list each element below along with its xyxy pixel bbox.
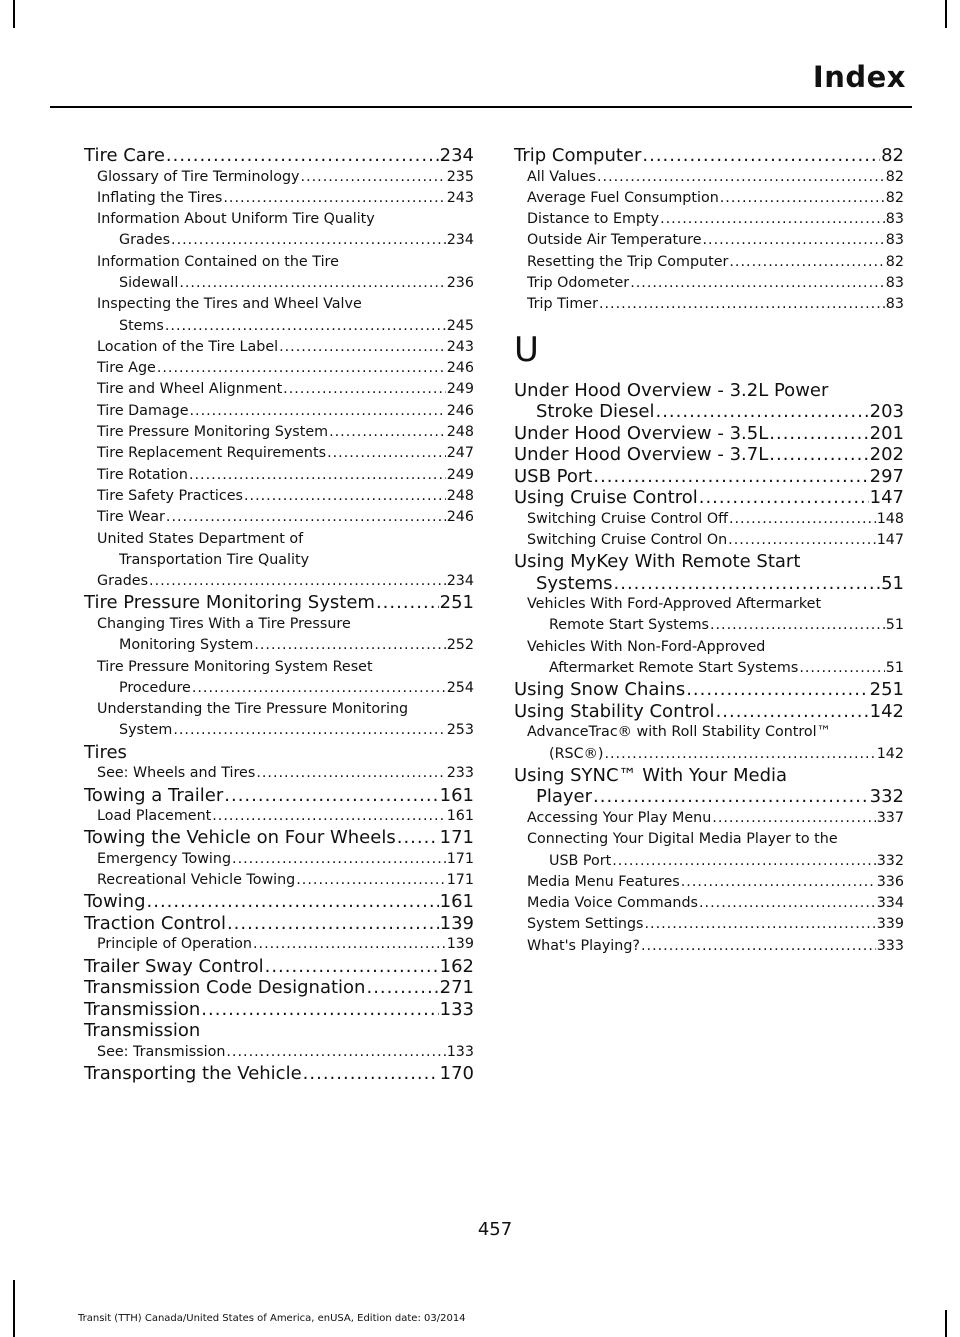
index-entry-text: All Values bbox=[527, 168, 596, 185]
index-entry-text: Tire Rotation bbox=[97, 466, 188, 483]
index-page-ref[interactable]: 246 bbox=[446, 402, 474, 419]
index-main-entry bbox=[84, 891, 474, 913]
index-entry-text: Transporting the Vehicle bbox=[84, 1063, 302, 1084]
index-page-ref[interactable]: 83 bbox=[885, 296, 904, 313]
dot-leader bbox=[166, 507, 446, 528]
dot-leader bbox=[397, 827, 439, 849]
index-page-ref[interactable]: 252 bbox=[446, 637, 474, 654]
dot-leader bbox=[366, 977, 438, 999]
index-entry-text: Glossary of Tire Terminology bbox=[97, 168, 300, 185]
index-page-ref[interactable]: 82 bbox=[885, 189, 904, 206]
crop-mark-top-left bbox=[13, 0, 15, 28]
dot-leader bbox=[244, 486, 446, 507]
dot-leader bbox=[189, 465, 446, 486]
index-entry-text: Inspecting the Tires and Wheel Valve bbox=[97, 296, 362, 313]
index-page-ref[interactable]: 202 bbox=[869, 444, 904, 466]
index-page-ref[interactable]: 51 bbox=[881, 572, 904, 594]
index-sub-entry bbox=[84, 337, 474, 358]
index-entry-text: Outside Air Temperature bbox=[527, 232, 702, 249]
dot-leader bbox=[703, 230, 885, 251]
index-sub-entry bbox=[514, 851, 904, 872]
crop-mark-bottom-left bbox=[13, 1280, 15, 1337]
index-entry-text: USB Port bbox=[549, 852, 612, 869]
index-entry-text: Load Placement bbox=[97, 808, 212, 825]
dot-leader bbox=[201, 999, 438, 1021]
index-entry-text: Tire Care bbox=[84, 145, 165, 166]
index-sub-entry bbox=[514, 893, 904, 914]
index-sub-entry bbox=[514, 167, 904, 188]
dot-leader bbox=[599, 294, 885, 315]
index-entry-text: Switching Cruise Control On bbox=[527, 531, 728, 548]
dot-leader bbox=[173, 720, 445, 741]
index-main-entry bbox=[84, 145, 474, 167]
index-entry-text: System Settings bbox=[527, 916, 644, 933]
index-page-ref[interactable]: 133 bbox=[439, 998, 474, 1020]
index-page-ref[interactable]: 171 bbox=[439, 827, 474, 849]
index-main-entry bbox=[514, 466, 904, 488]
index-main-entry bbox=[514, 786, 904, 808]
index-sub-entry bbox=[84, 1042, 474, 1063]
index-page-ref[interactable]: 171 bbox=[446, 872, 474, 889]
index-entry-text: Distance to Empty bbox=[527, 211, 660, 228]
index-sub-entry bbox=[514, 530, 904, 551]
index-page-ref[interactable]: 82 bbox=[881, 145, 904, 166]
index-page-ref[interactable]: 245 bbox=[446, 317, 474, 334]
index-sub-entry bbox=[84, 507, 474, 528]
index-sub-entry bbox=[84, 635, 474, 656]
index-page-ref[interactable]: 337 bbox=[876, 809, 904, 826]
index-page-ref[interactable]: 201 bbox=[869, 422, 904, 444]
index-entry-text: Trip Odometer bbox=[527, 274, 630, 291]
index-main-entry bbox=[84, 956, 474, 978]
index-page-ref[interactable]: 235 bbox=[446, 168, 474, 185]
index-page-ref[interactable]: 139 bbox=[439, 912, 474, 934]
index-page-ref[interactable]: 147 bbox=[869, 487, 904, 509]
index-entry-text: Recreational Vehicle Towing bbox=[97, 872, 296, 889]
index-entry-text: Transmission bbox=[84, 998, 201, 1020]
index-main-entry bbox=[514, 487, 904, 509]
dot-leader bbox=[655, 401, 868, 423]
index-sub-entry bbox=[84, 358, 474, 379]
dot-leader bbox=[157, 358, 446, 379]
index-page-ref[interactable]: 271 bbox=[439, 977, 474, 999]
index-page-ref[interactable]: 248 bbox=[446, 424, 474, 441]
index-entry-text: Towing bbox=[84, 891, 146, 913]
index-entry-text: Inflating the Tires bbox=[97, 189, 223, 206]
index-entry-text: Using Stability Control bbox=[514, 700, 715, 722]
index-page-ref[interactable]: 253 bbox=[446, 722, 474, 739]
index-entry-text: Understanding the Tire Pressure Monitoring bbox=[97, 701, 409, 718]
dot-leader bbox=[327, 443, 446, 464]
index-entry-text: Location of the Tire Label bbox=[97, 338, 279, 355]
index-page-ref[interactable]: 161 bbox=[446, 808, 474, 825]
dot-leader bbox=[256, 763, 445, 784]
index-sub-entry bbox=[84, 678, 474, 699]
index-entry-text: See: Transmission bbox=[97, 1043, 226, 1060]
index-sub-entry bbox=[84, 870, 474, 891]
index-entry-text: United States Department of bbox=[97, 530, 304, 547]
index-entry-text: Using Snow Chains bbox=[514, 679, 686, 701]
index-page-ref[interactable]: 142 bbox=[876, 745, 904, 762]
index-page-ref[interactable]: 82 bbox=[885, 253, 904, 270]
index-entry-text: Switching Cruise Control Off bbox=[527, 510, 728, 527]
header-rule bbox=[50, 106, 912, 108]
index-main-entry bbox=[514, 423, 904, 445]
dot-leader bbox=[681, 872, 876, 893]
index-entry-text: Tire Damage bbox=[97, 402, 189, 419]
dot-leader bbox=[303, 1063, 439, 1085]
dot-leader bbox=[614, 573, 881, 595]
dot-leader bbox=[165, 316, 446, 337]
index-page-ref[interactable]: 161 bbox=[439, 891, 474, 913]
index-entry-text: Tire and Wheel Alignment bbox=[97, 381, 283, 398]
index-page-ref[interactable]: 247 bbox=[446, 445, 474, 462]
page-title: Index bbox=[812, 60, 906, 94]
dot-leader bbox=[212, 806, 445, 827]
index-sub-entry bbox=[84, 806, 474, 827]
page-number: 457 bbox=[477, 1219, 513, 1240]
dot-leader bbox=[147, 891, 439, 913]
index-page-ref[interactable]: 243 bbox=[446, 189, 474, 206]
dot-leader bbox=[232, 849, 446, 870]
index-page-ref[interactable]: 336 bbox=[876, 873, 904, 890]
index-entry-text: Information About Uniform Tire Quality bbox=[97, 211, 375, 228]
index-entry-text: Using SYNC™ With Your Media bbox=[514, 764, 788, 786]
index-entry-text: Stems bbox=[119, 317, 164, 334]
index-main-entry bbox=[84, 827, 474, 849]
dot-leader bbox=[166, 145, 439, 167]
index-column-left bbox=[84, 145, 474, 1085]
index-entry-text: Transmission bbox=[84, 1020, 201, 1042]
index-page-ref[interactable]: 339 bbox=[876, 916, 904, 933]
index-page-ref[interactable]: 236 bbox=[446, 274, 474, 291]
index-sub-entry bbox=[514, 509, 904, 530]
dot-leader bbox=[226, 1042, 445, 1063]
index-entry-text: Towing a Trailer bbox=[84, 784, 224, 806]
index-page-ref[interactable]: 248 bbox=[446, 487, 474, 504]
dot-leader bbox=[612, 851, 875, 872]
index-main-entry bbox=[84, 999, 474, 1021]
dot-leader bbox=[729, 509, 876, 530]
index-sub-entry bbox=[84, 167, 474, 188]
dot-leader bbox=[660, 209, 885, 230]
index-entry-text: Trailer Sway Control bbox=[84, 955, 264, 977]
dot-leader bbox=[769, 423, 868, 445]
index-page-ref[interactable]: 142 bbox=[869, 700, 904, 722]
index-entry-text: Principle of Operation bbox=[97, 936, 252, 953]
index-page-ref[interactable]: 251 bbox=[869, 679, 904, 701]
dot-leader bbox=[227, 913, 439, 935]
index-entry-text: Transmission Code Designation bbox=[84, 977, 366, 999]
index-main-entry bbox=[84, 785, 474, 807]
index-entry-text: Transportation Tire Quality bbox=[119, 551, 310, 568]
index-sub-entry bbox=[84, 465, 474, 486]
index-sub-entry bbox=[84, 422, 474, 443]
index-page-ref[interactable]: 83 bbox=[885, 211, 904, 228]
index-main-entry bbox=[514, 701, 904, 723]
index-entry-text: USB Port bbox=[514, 465, 593, 487]
index-entry-text: Tire Pressure Monitoring System Reset bbox=[97, 658, 373, 675]
index-main-entry bbox=[84, 977, 474, 999]
index-sub-entry bbox=[84, 720, 474, 741]
dot-leader bbox=[728, 530, 876, 551]
index-entry-text: Trip Timer bbox=[527, 296, 598, 313]
index-entry-text: Remote Start Systems bbox=[549, 617, 709, 634]
index-page-ref[interactable]: 249 bbox=[446, 381, 474, 398]
dot-leader bbox=[716, 701, 869, 723]
index-sub-entry bbox=[514, 936, 904, 957]
index-entry-text: Tire Pressure Monitoring System bbox=[84, 592, 375, 614]
index-sub-entry bbox=[84, 571, 474, 592]
index-entry-text: Average Fuel Consumption bbox=[527, 189, 719, 206]
index-page-ref[interactable]: 234 bbox=[446, 573, 474, 590]
index-entry-text: Tire Wear bbox=[97, 509, 165, 526]
index-entry-text: Traction Control bbox=[84, 912, 226, 934]
index-main-entry bbox=[514, 573, 904, 595]
crop-mark-top-right bbox=[945, 0, 947, 28]
index-entry-text: Under Hood Overview - 3.2L Power bbox=[514, 379, 829, 401]
index-sub-entry bbox=[84, 486, 474, 507]
index-entry-text: Tire Age bbox=[97, 360, 156, 377]
dot-leader bbox=[224, 785, 438, 807]
index-main-entry bbox=[514, 679, 904, 701]
index-page-ref[interactable]: 233 bbox=[446, 765, 474, 782]
index-page-ref[interactable]: 83 bbox=[885, 232, 904, 249]
dot-leader bbox=[283, 379, 446, 400]
index-sub-entry bbox=[84, 379, 474, 400]
index-page-ref[interactable]: 332 bbox=[876, 852, 904, 869]
dot-leader bbox=[253, 934, 446, 955]
index-page-ref[interactable]: 51 bbox=[885, 660, 904, 677]
dot-leader bbox=[265, 956, 439, 978]
index-entry-text: Procedure bbox=[119, 679, 191, 696]
index-page-ref[interactable]: 333 bbox=[876, 937, 904, 954]
index-page-ref[interactable]: 243 bbox=[446, 338, 474, 355]
index-entry-text: Under Hood Overview - 3.5L bbox=[514, 422, 769, 444]
dot-leader bbox=[712, 808, 875, 829]
index-sub-entry bbox=[84, 934, 474, 955]
index-entry-text: Emergency Towing bbox=[97, 850, 232, 867]
index-page-ref[interactable]: 203 bbox=[869, 401, 904, 423]
index-page-ref[interactable]: 170 bbox=[439, 1063, 474, 1084]
index-page-ref[interactable]: 171 bbox=[446, 850, 474, 867]
dot-leader bbox=[710, 615, 885, 636]
dot-leader bbox=[179, 273, 445, 294]
index-sub-entry bbox=[514, 230, 904, 251]
index-sub-entry bbox=[514, 209, 904, 230]
dot-leader bbox=[301, 167, 446, 188]
index-main-entry bbox=[84, 592, 474, 614]
index-entry-text: Grades bbox=[119, 232, 171, 249]
dot-leader bbox=[642, 145, 880, 167]
index-page-ref[interactable]: 246 bbox=[446, 509, 474, 526]
index-entry-text: Media Voice Commands bbox=[527, 895, 699, 912]
index-entry-text: Tire Pressure Monitoring System bbox=[97, 424, 329, 441]
dot-leader bbox=[645, 914, 876, 935]
index-page-ref[interactable]: 234 bbox=[446, 232, 474, 249]
dot-leader bbox=[604, 744, 875, 765]
index-page-ref[interactable]: 249 bbox=[446, 466, 474, 483]
index-sub-entry bbox=[514, 273, 904, 294]
index-entry-text: Connecting Your Digital Media Player to the bbox=[527, 831, 838, 848]
index-entry-text: Resetting the Trip Computer bbox=[527, 253, 729, 270]
dot-leader bbox=[729, 252, 884, 273]
index-main-entry bbox=[514, 444, 904, 466]
index-letter-heading: U bbox=[514, 329, 539, 370]
dot-leader bbox=[376, 592, 439, 614]
index-entry-text: AdvanceTrac® with Roll Stability Control™ bbox=[527, 724, 831, 741]
index-entry-text: Under Hood Overview - 3.7L bbox=[514, 444, 769, 466]
index-sub-entry bbox=[514, 294, 904, 315]
index-entry-text: Information Contained on the Tire bbox=[97, 253, 339, 270]
index-entry-text: Tires bbox=[84, 741, 127, 763]
index-page-ref[interactable]: 161 bbox=[439, 784, 474, 806]
index-entry-text: Trip Computer bbox=[514, 145, 642, 166]
crop-mark-bottom-right bbox=[945, 1310, 947, 1337]
index-entry-text: Monitoring System bbox=[119, 637, 254, 654]
index-entry-text: Player bbox=[536, 786, 593, 808]
index-entry-text: Changing Tires With a Tire Pressure bbox=[97, 615, 351, 632]
index-main-entry bbox=[84, 1063, 474, 1085]
index-entry-text: Accessing Your Play Menu bbox=[527, 809, 712, 826]
dot-leader bbox=[192, 678, 446, 699]
index-entry-text: Media Menu Features bbox=[527, 873, 680, 890]
index-page-ref[interactable]: 139 bbox=[446, 936, 474, 953]
index-sub-entry bbox=[84, 849, 474, 870]
index-page-ref[interactable]: 51 bbox=[885, 617, 904, 634]
index-entry-text: Grades bbox=[97, 573, 149, 590]
index-page-ref[interactable]: 162 bbox=[439, 955, 474, 977]
index-entry-text: Systems bbox=[536, 572, 613, 594]
index-sub-entry bbox=[84, 401, 474, 422]
index-entry-text: What's Playing? bbox=[527, 937, 640, 954]
dot-leader bbox=[720, 188, 885, 209]
index-page-ref[interactable]: 83 bbox=[885, 274, 904, 291]
index-sub-entry bbox=[84, 443, 474, 464]
dot-leader bbox=[223, 188, 445, 209]
index-entry-text: System bbox=[119, 722, 173, 739]
index-page-ref[interactable]: 148 bbox=[876, 510, 904, 527]
dot-leader bbox=[171, 230, 446, 251]
dot-leader bbox=[254, 635, 445, 656]
index-sub-entry bbox=[84, 763, 474, 784]
index-page-ref[interactable]: 254 bbox=[446, 679, 474, 696]
index-entry-text: Using MyKey With Remote Start bbox=[514, 551, 801, 573]
index-main-entry bbox=[514, 401, 904, 423]
index-sub-entry bbox=[514, 914, 904, 935]
index-entry-text: Stroke Diesel bbox=[536, 401, 655, 423]
index-page-ref[interactable]: 251 bbox=[439, 592, 474, 614]
index-page-ref[interactable]: 246 bbox=[446, 360, 474, 377]
footer-edition: Transit (TTH) Canada/United States of America, enUSA, Edition date: 03/2014 bbox=[78, 1313, 466, 1324]
dot-leader bbox=[329, 422, 446, 443]
index-entry-text: Tire Safety Practices bbox=[97, 487, 243, 504]
index-page-ref[interactable]: 82 bbox=[885, 168, 904, 185]
index-sub-entry bbox=[84, 230, 474, 251]
index-sub-entry bbox=[514, 188, 904, 209]
dot-leader bbox=[296, 870, 445, 891]
index-main-entry bbox=[514, 145, 904, 167]
dot-leader bbox=[769, 444, 868, 466]
index-page-ref[interactable]: 147 bbox=[876, 531, 904, 548]
dot-leader bbox=[279, 337, 446, 358]
index-page-ref[interactable]: 334 bbox=[876, 895, 904, 912]
index-sub-entry bbox=[84, 188, 474, 209]
index-sub-entry bbox=[514, 744, 904, 765]
index-entry-text: Tire Replacement Requirements bbox=[97, 445, 327, 462]
index-entry-text: Aftermarket Remote Start Systems bbox=[549, 660, 799, 677]
index-main-entry bbox=[84, 913, 474, 935]
dot-leader bbox=[190, 401, 446, 422]
index-entry-text: Vehicles With Ford-Approved Aftermarket bbox=[527, 596, 822, 613]
dot-leader bbox=[641, 936, 876, 957]
index-sub-entry bbox=[514, 615, 904, 636]
index-sub-entry bbox=[514, 872, 904, 893]
dot-leader bbox=[686, 679, 868, 701]
index-entry-text: Towing the Vehicle on Four Wheels bbox=[84, 827, 396, 849]
index-sub-entry bbox=[514, 658, 904, 679]
index-entry-text: (RSC®) bbox=[549, 745, 604, 762]
index-entry-text: Using Cruise Control bbox=[514, 487, 698, 509]
index-sub-entry bbox=[84, 273, 474, 294]
index-column-right bbox=[514, 145, 904, 957]
index-sub-entry bbox=[514, 252, 904, 273]
index-sub-entry bbox=[514, 808, 904, 829]
index-entry-text: Sidewall bbox=[119, 274, 179, 291]
dot-leader bbox=[149, 571, 446, 592]
dot-leader bbox=[630, 273, 885, 294]
index-page-ref[interactable]: 332 bbox=[869, 786, 904, 808]
dot-leader bbox=[799, 658, 884, 679]
dot-leader bbox=[593, 466, 868, 488]
dot-leader bbox=[597, 167, 885, 188]
dot-leader bbox=[699, 487, 869, 509]
index-entry-text: Vehicles With Non-Ford-Approved bbox=[527, 638, 766, 655]
index-page-ref[interactable]: 234 bbox=[439, 145, 474, 166]
dot-leader bbox=[699, 893, 876, 914]
index-sub-entry bbox=[84, 316, 474, 337]
dot-leader bbox=[593, 786, 869, 808]
index-page-ref[interactable]: 297 bbox=[869, 465, 904, 487]
index-entry-text: See: Wheels and Tires bbox=[97, 765, 256, 782]
index-page-ref[interactable]: 133 bbox=[446, 1043, 474, 1060]
